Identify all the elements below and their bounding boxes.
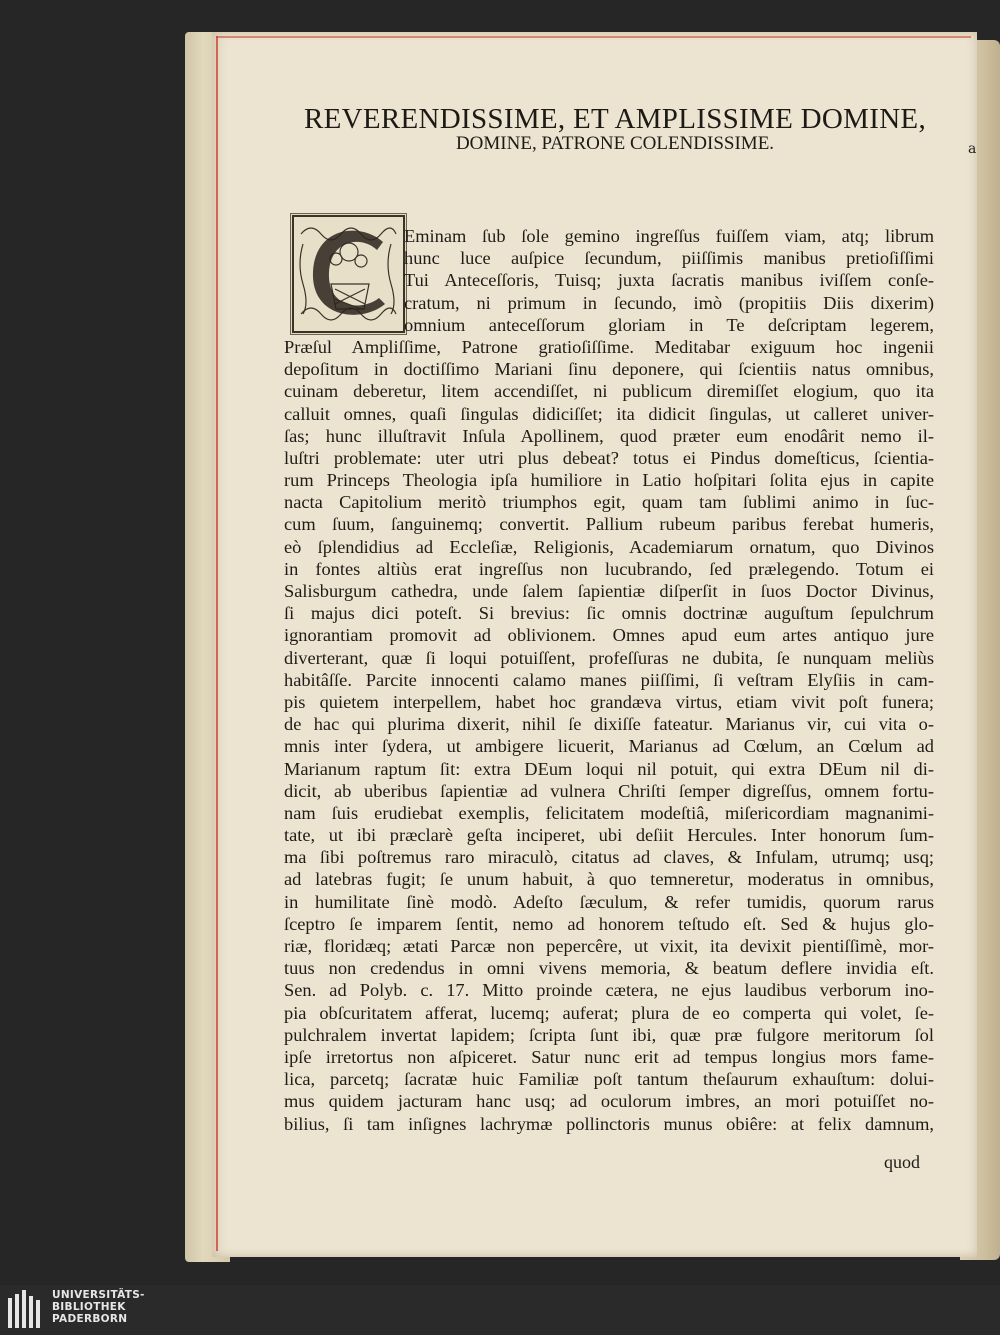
library-name-line: BIBLIOTHEK (52, 1301, 126, 1313)
red-margin-rule (216, 36, 218, 1251)
margin-mark: a (968, 141, 977, 157)
text-line: ſceptro ſe imparem ſentit, nemo ad honorem teſtudo eſt. Sed & hujus glo- (284, 913, 934, 934)
text-line: Tui Anteceſſoris, Tuisq; juxta ſacratis manibus iviſſem conſe- (404, 270, 934, 291)
text-line (284, 1135, 934, 1157)
text-line: rum Princeps Theologia ipſa humiliore in Latio hoſpitari ſolita ejus in capite (284, 470, 934, 491)
text-line: Eminam ſub ſole gemino ingreſſus fuiſſem viam, atq; librum (404, 226, 934, 246)
text-line: Salisburgum cathedra, unde ſalem ſapientiæ diſperſit in ſuos Doctor Divinus, (284, 581, 934, 601)
text-line: de hac qui plurima dixerit, nihil ſe dixiſſe fateatur. Marianus vir, cui vita o- (284, 714, 934, 735)
text-line: dicit, ab uberibus ſapientiæ ad vulnera Chriſti ſemper digreſſus, omnem fortu- (284, 780, 934, 801)
text-line: tate, ut ibi præclarè geſta inciperet, ubi deſiit Hercules. Inter honorum ſum- (284, 825, 934, 846)
text-line: pia obſcuritatem afferat, lucemq; auferat; plura de eo comperta qui volet, ſe- (284, 1002, 934, 1023)
text-line: tuus non credendus in omni vivens memoria, & beatum deflere invidia eſt. (284, 958, 934, 979)
text-line: omnium anteceſſorum gloriam in Te deſcriptam legerem, (404, 314, 934, 335)
text-line: ipſe irretortus non aſpiceret. Satur nunc erit ad tempus longius mors fame- (284, 1046, 934, 1067)
catchword: quod (884, 1152, 920, 1172)
text-line: diverterant, quæ ſi loqui potuiſſent, profeſſuras ne dubita, ſe nunquam meliùs (284, 647, 934, 668)
body-text-block (284, 225, 934, 1157)
text-line: cum ſuum, ſanguinemq; convertit. Pallium rubeum paribus ferebat humeris, (284, 514, 934, 535)
text-line: cratum, ni primum in ſecundo, imò (propitiis Diis dixerim) (404, 292, 934, 313)
text-line: lica, parcetq; ſacratæ huic Familiæ poſt tantum theſaurum exhauſtum: dolui- (284, 1069, 934, 1090)
text-line: pis quietem interpellem, habet hoc grandæva virtus, etiam vivit poſt funera; (284, 691, 934, 712)
text-line: riæ, floridæq; ætati Parcæ non pepercêre, ut vixit, ita devixit pientiſſimè, mor- (284, 936, 934, 956)
text-line: ſi majus dici poteſt. Si brevius: ſic omnis doctrinæ auguſtum ſepulchrum (284, 603, 934, 624)
dedication-title: REVERENDISSIME, ET AMPLISSIME DOMINE, (303, 103, 926, 135)
text-line: bilius, ſi tam inſignes lachrymæ pollinctoris munus obiêre: at felix damnum, (284, 1113, 934, 1134)
text-line: nacta Capitolium meritò triumphos egit, quam tam ſublimi animo in ſuc- (284, 492, 934, 513)
text-line: mnis inter ſydera, ut ambigere licuerit, Marianus ad Cœlum, an Cœlum ad (284, 736, 934, 757)
library-name-line: PADERBORN (52, 1313, 128, 1325)
text-line: eò ſplendidius ad Eccleſiæ, Religionis, Academiarum ornatum, quo Divinos (284, 536, 934, 557)
text-line: in fontes altiùs erat ingreſſus non lucubrando, ſed prælegendo. Totum ei (284, 558, 934, 579)
text-line: mus quidem jacturam hanc usq; ad oculorum imbres, an mori potuiſſet no- (284, 1091, 934, 1112)
text-line: pulchralem invertat lapidem; ſcripta ſunt ibi, quæ præ fulgore meritorum ſol (284, 1024, 934, 1045)
text-line: Sen. ad Polyb. c. 17. Mitto proinde cætera, ne ejus laudibus verborum ino- (284, 980, 934, 1001)
library-name (52, 1289, 145, 1325)
library-logo-icon (6, 1290, 44, 1330)
text-line: cuinam deberetur, litem accendiſſet, ni publicum diremiſſet elogium, quo ita (284, 381, 934, 402)
text-line: ignorantiam promovit ad oblivionem. Omnes apud eum artes antiquo jure (284, 625, 934, 646)
text-line: hunc luce auſpice ſecundum, piiſſimis manibus pretioſiſſimi (404, 248, 934, 269)
text-line: Præſul Ampliſſime, Patrone gratioſiſſime. Meditabar exiguum hoc ingenii (284, 336, 934, 357)
text-line: in humilitate ſinè modò. Adeſto ſæculum, & refer tumidis, quorum rarus (284, 891, 934, 912)
text-line: nam ſuis erudiebat exemplis, felicitatem modeſtiâ, miſericordiam magnanimi- (284, 802, 934, 823)
text-line: luſtri problemate: uter utri plus debeat? totus ei Pindus domeſticus, ſcientia- (284, 447, 934, 468)
footer-bar (0, 1285, 1000, 1335)
text-line: ſas; hunc illuſtravit Inſula Apollinem, quod præter eum enodârit nemo il- (284, 425, 934, 446)
library-name-line: UNIVERSITÄTS- (52, 1289, 145, 1301)
text-line: habitâſſe. Parcite innocenti calamo manes piiſſimi, ſi veſtram Elyſiis in cam- (284, 669, 934, 690)
text-line: Marianum raptum ſit: extra DEum loqui nil potuit, qui extra DEum nil di- (284, 758, 934, 779)
text-line: depoſitum in doctiſſimo Mariani ſinu deponere, qui ſcientiis natus omnibus, (284, 359, 934, 380)
dedication-subtitle: DOMINE, PATRONE COLENDISSIME. (455, 133, 775, 154)
text-line: ma ſibi poſtremus raro miraculò, citatus ad claves, & Infulam, utrumq; usq; (284, 847, 934, 868)
red-top-rule (216, 36, 971, 38)
text-line: ad latebras fugit; ſe unum habuit, à quo temneretur, moderatus in omnibus, (284, 869, 934, 890)
text-line: calluit omnes, quaſi ſingulas didiciſſet; ita didicit ſingulas, ut calleret univer- (284, 403, 934, 424)
